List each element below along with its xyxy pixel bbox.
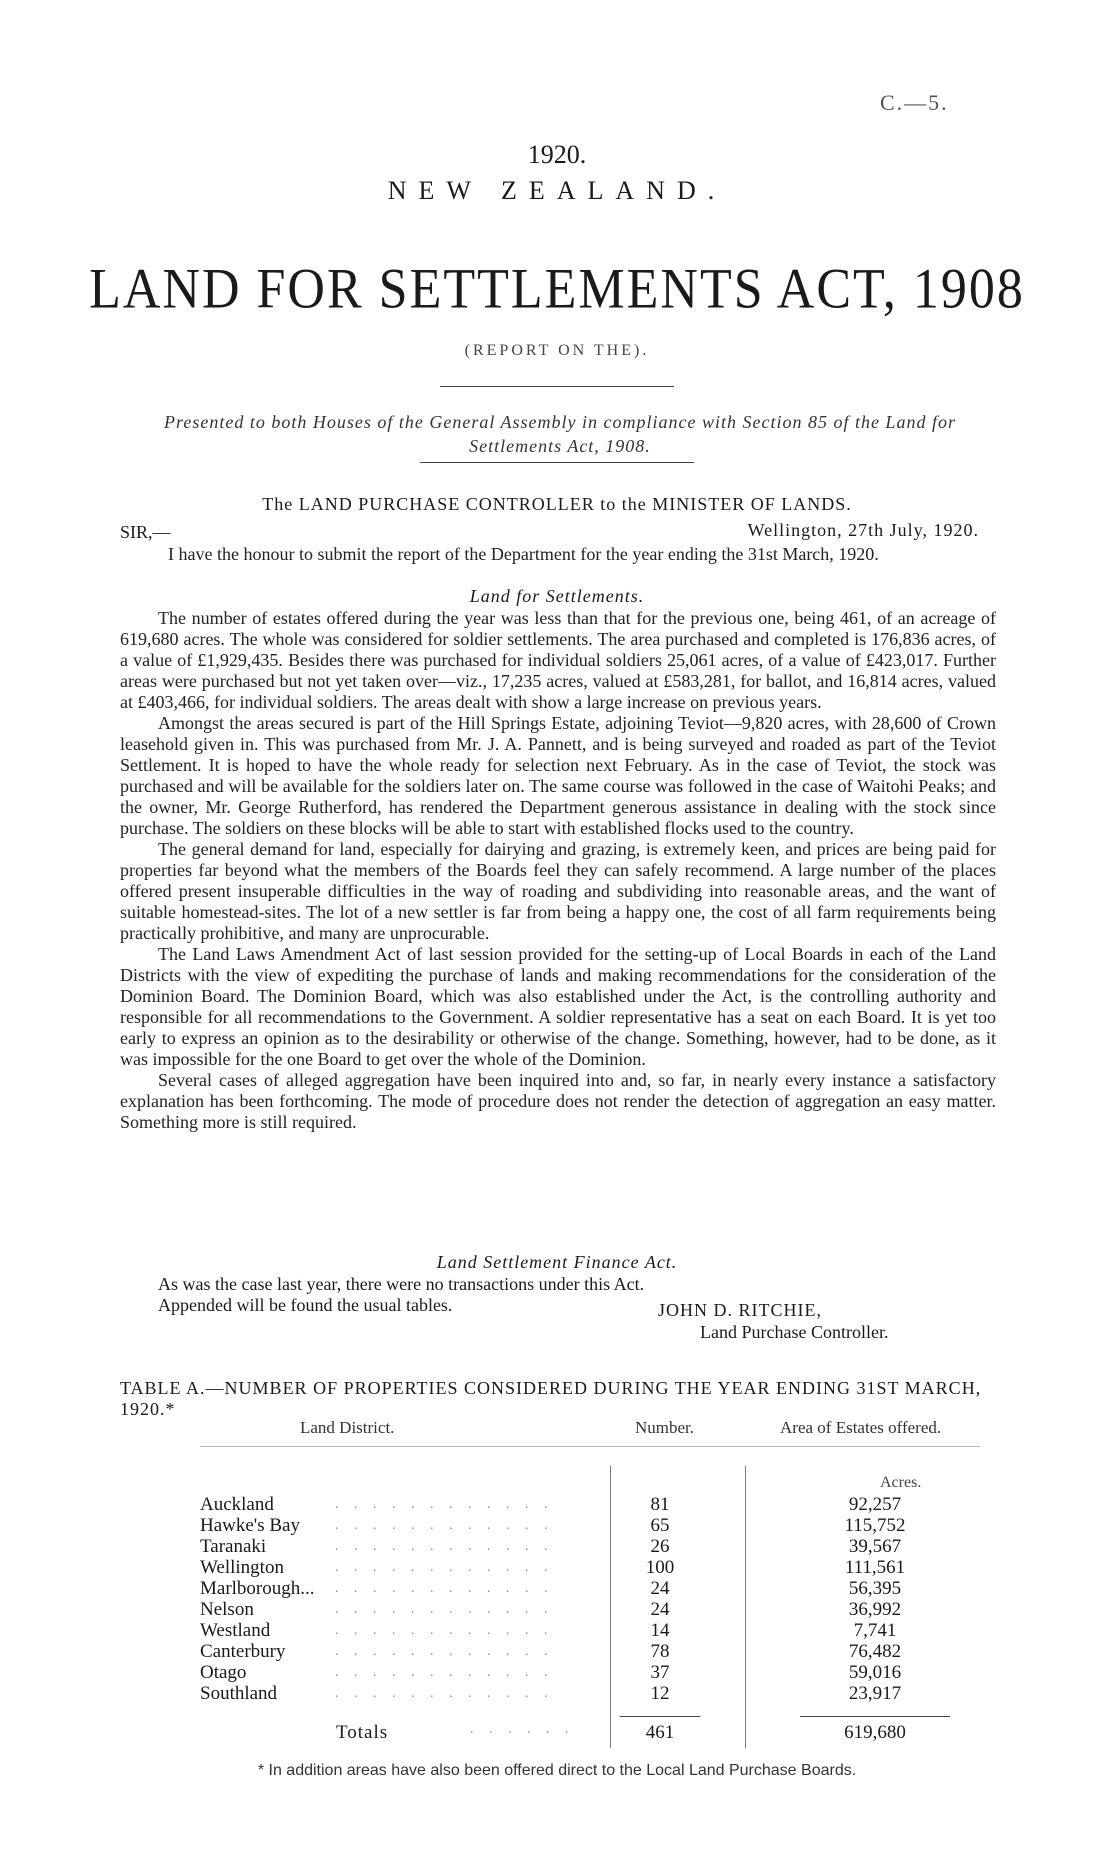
leader-dots: . . . . . . . . . . . . xyxy=(335,1560,554,1575)
area-unit-label: Acres. xyxy=(880,1474,922,1491)
table-footnote: * In addition areas have also been offered direct to the Local Land Purchase Boards. xyxy=(257,1762,857,1779)
report-paragraph: Several cases of alleged aggregation have been inquired into and, so far, in nearly every instance a satisfactory explanation has been forthcoming. The mode of procedure does not render the detection of aggregation an easy matter. Something more is still required. xyxy=(120,1070,996,1132)
signature-name: JOHN D. RITCHIE, xyxy=(658,1300,822,1320)
district-cell: Marlborough... xyxy=(200,1578,315,1599)
intro-paragraph: I have the honour to submit the report of the Department for the year ending the 31st March, 1920. xyxy=(168,544,879,564)
report-paragraph: The general demand for land, especially for dairying and grazing, is extremely keen, and prices are being paid for properties far beyond what the members of the Boards feel they can safely recommend. A large number of the places offered present insuperable difficulties in the way of roading and subdividing into reasonable areas, and the want of suitable homestead-sites. The lot of a new settler is far from being a happy one, the cost of all farm requirements being practically prohibitive, and many are unprocurable. xyxy=(120,839,996,943)
leader-dots: . . . . . . . . . . . . xyxy=(335,1623,554,1638)
table-row xyxy=(0,1557,1114,1578)
district-cell: Canterbury xyxy=(200,1641,286,1662)
table-row xyxy=(0,1620,1114,1641)
table-row xyxy=(0,1641,1114,1662)
document-year: 1920. xyxy=(527,140,587,169)
area-cell: 115,752 xyxy=(844,1515,906,1536)
area-cell: 59,016 xyxy=(848,1662,902,1683)
table-row xyxy=(0,1494,1114,1515)
leader-dots: . . . . . . . . . . . . xyxy=(335,1518,554,1533)
title-divider xyxy=(440,386,674,387)
report-body xyxy=(120,608,996,1133)
district-cell: Southland xyxy=(200,1683,278,1704)
document-title: LAND FOR SETTLEMENTS ACT, 1908 xyxy=(89,258,1025,321)
area-cell: 111,561 xyxy=(844,1557,906,1578)
number-cell: 81 xyxy=(650,1494,670,1515)
totals-label: Totals xyxy=(336,1722,389,1743)
finance-line: Appended will be found the usual tables. xyxy=(158,1295,453,1315)
table-row xyxy=(0,1662,1114,1683)
column-header-number: Number. xyxy=(635,1418,695,1437)
report-paragraph: The number of estates offered during the year was less than that for the previous one, being 461, of an acreage of 619,680 acres. The whole was considered for soldier settlements. The area purchased and completed is 176,836 acres, of a value of £1,929,435. Besides there was purchased for individual soldiers 25,061 acres, of a value of £423,017. Further areas were purchased but not yet taken over—viz., 17,235 acres, valued at £583,281, for ballot, and 16,814 acres, valued at £403,466, for individual soldiers. The areas dealt with show a large increase on previous years. xyxy=(120,608,996,712)
finance-line: As was the case last year, there were no transactions under this Act. xyxy=(158,1274,645,1294)
column-header-area: Area of Estates offered. xyxy=(780,1418,942,1437)
signature-title: Land Purchase Controller. xyxy=(700,1322,889,1342)
document-subtitle: (REPORT ON THE). xyxy=(464,342,650,359)
section-heading-finance-act: Land Settlement Finance Act. xyxy=(436,1252,678,1272)
letter-intro xyxy=(120,544,996,565)
leader-dots: . . . . . . . . . . . . xyxy=(335,1497,554,1512)
leader-dots: . . . . . . . . . . . . xyxy=(335,1539,554,1554)
totals-number: 461 xyxy=(645,1722,675,1743)
report-paragraph: Amongst the areas secured is part of the Hill Springs Estate, adjoining Teviot—9,820 acres, with 28,600 of Crown leasehold given in. This was purchased from Mr. J. A. Pannett, and is being surveyed and roaded as part of the Teviot Settlement. It is hoped to have the whole ready for selection next February. As in the case of Teviot, the stock was purchased and will be available for the soldiers later on. The same course was followed in the case of Waitohi Peaks; and the owner, Mr. George Rutherford, has rendered the Department generous assistance in dealing with the stock since purchase. The soldiers on these blocks will be able to start with established flocks used to the country. xyxy=(120,713,996,838)
area-cell: 36,992 xyxy=(848,1599,902,1620)
district-cell: Westland xyxy=(200,1620,271,1641)
leader-dots: . . . . . . . . . . . . xyxy=(335,1602,554,1617)
section-heading-land-for-settlements: Land for Settlements. xyxy=(469,586,645,606)
table-title: TABLE A.—NUMBER OF PROPERTIES CONSIDERED DURING THE YEAR ENDING 31ST MARCH, 1920.* xyxy=(120,1378,982,1419)
table-header-rule xyxy=(200,1446,980,1447)
number-cell: 26 xyxy=(650,1536,670,1557)
document-reference: C.—5. xyxy=(880,90,949,115)
totals-area: 619,680 xyxy=(844,1722,906,1743)
totals-rule xyxy=(800,1716,950,1717)
number-cell: 14 xyxy=(650,1620,670,1641)
area-cell: 23,917 xyxy=(848,1683,902,1704)
area-cell: 92,257 xyxy=(848,1494,902,1515)
finance-act-text xyxy=(158,1274,998,1316)
district-cell: Taranaki xyxy=(200,1536,267,1557)
district-cell: Auckland xyxy=(200,1494,274,1515)
number-cell: 12 xyxy=(650,1683,670,1704)
leader-dots: . . . . . . xyxy=(470,1722,575,1737)
letter-dateline: Wellington, 27th July, 1920. xyxy=(747,520,979,540)
district-cell: Otago xyxy=(200,1662,247,1683)
area-cell: 39,567 xyxy=(848,1536,902,1557)
district-cell: Hawke's Bay xyxy=(200,1515,300,1536)
leader-dots: . . . . . . . . . . . . xyxy=(335,1665,554,1680)
table-row xyxy=(0,1599,1114,1620)
presentation-divider xyxy=(420,462,694,463)
report-paragraph: The Land Laws Amendment Act of last session provided for the setting-up of Local Boards in each of the Land Districts with the view of expediting the purchase of lands and making recommendations for the consideration of the Dominion Board. The Dominion Board, which was also established under the Act, is the controlling authority and responsible for all recommendations to the Government. A soldier representative has a seat on each Board. It is yet too early to express an opinion as to the desirability or otherwise of the change. Something, however, had to be done, as it was impossible for the one Board to get over the whole of the Dominion. xyxy=(120,944,996,1069)
presentation-note: Presented to both Houses of the General Assembly in compliance with Section 85 of the Land for Settlements Act, 1908. xyxy=(164,412,956,456)
district-cell: Nelson xyxy=(200,1599,254,1620)
letter-address: The LAND PURCHASE CONTROLLER to the MINISTER OF LANDS. xyxy=(262,494,852,514)
leader-dots: . . . . . . . . . . . . xyxy=(335,1581,554,1596)
table-row xyxy=(0,1578,1114,1599)
totals-rule xyxy=(620,1716,700,1717)
area-cell: 7,741 xyxy=(853,1620,897,1641)
area-cell: 76,482 xyxy=(848,1641,902,1662)
area-cell: 56,395 xyxy=(848,1578,902,1599)
table-body xyxy=(0,1494,1114,1704)
table-row xyxy=(0,1536,1114,1557)
column-header-district: Land District. xyxy=(300,1418,395,1437)
leader-dots: . . . . . . . . . . . . xyxy=(335,1644,554,1659)
letter-salutation: SIR,— xyxy=(120,522,171,542)
number-cell: 24 xyxy=(650,1599,670,1620)
totals-row xyxy=(0,1722,1114,1746)
number-cell: 37 xyxy=(650,1662,670,1683)
leader-dots: . . . . . . . . . . . . xyxy=(335,1686,554,1701)
country-heading: NEW ZEALAND. xyxy=(387,176,727,205)
number-cell: 78 xyxy=(650,1641,670,1662)
number-cell: 100 xyxy=(645,1557,675,1578)
district-cell: Wellington xyxy=(200,1557,284,1578)
table-row xyxy=(0,1683,1114,1704)
number-cell: 24 xyxy=(650,1578,670,1599)
number-cell: 65 xyxy=(650,1515,670,1536)
table-row xyxy=(0,1515,1114,1536)
